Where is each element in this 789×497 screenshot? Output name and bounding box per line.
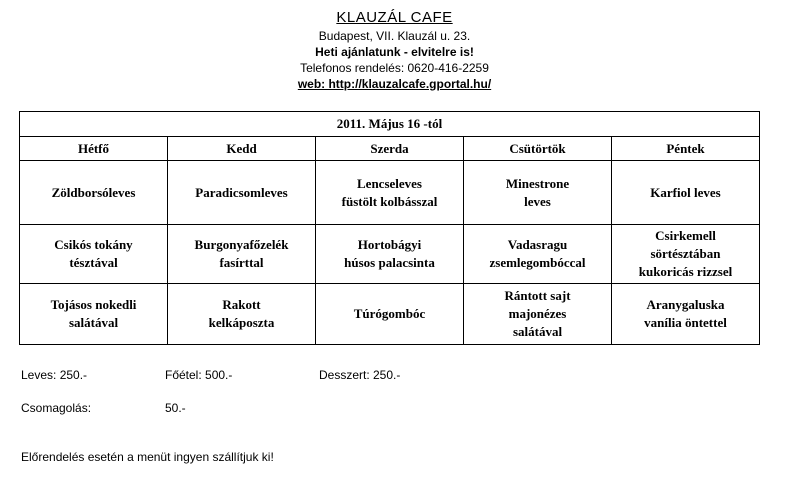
dish-line: Lencseleves (357, 175, 422, 191)
cafe-address: Budapest, VII. Klauzál u. 23. (318, 29, 471, 43)
menu-cell (168, 225, 316, 284)
dish-line: Túrógombóc (353, 306, 426, 321)
menu-cell (464, 161, 612, 225)
dish-line: húsos palacsinta (344, 255, 435, 270)
dish-line: kukoricás rizzsel (638, 264, 733, 279)
packaging-label: Csomagolás: (21, 401, 92, 415)
price-soup: Leves: 250.- (21, 368, 88, 382)
day-header: Kedd (168, 137, 316, 161)
dish-line: Burgonyafőzelék (194, 237, 289, 252)
phone-order: Telefonos rendelés: 0620-416-2259 (300, 61, 489, 75)
dish-line: Vadasragu (507, 237, 568, 252)
delivery-notice: Előrendelés esetén a menüt ingyen szállítjuk ki! (21, 450, 274, 464)
price-main: Főétel: 500.- (165, 368, 233, 382)
menu-cell (464, 225, 612, 284)
dish-line: kelkáposzta (208, 315, 275, 330)
menu-date-row (20, 112, 760, 137)
dish-line: Tojásos nokedli (50, 297, 137, 312)
price-dessert: Desszert: 250.- (319, 368, 401, 382)
dish-line: Hortobágyi (357, 237, 422, 252)
weekly-offer: Heti ajánlatunk - elvitelre is! (315, 45, 474, 59)
menu-row (20, 225, 760, 284)
menu-cell (20, 284, 168, 345)
dish-line: salátával (68, 315, 119, 330)
dish-line: salátával (512, 324, 563, 339)
cafe-header (0, 8, 789, 92)
dish-line: leves (524, 193, 551, 209)
menu-cell (612, 284, 760, 345)
day-header: Szerda (316, 137, 464, 161)
dish-line: Csirkemell (655, 228, 716, 243)
packaging-price: 50.- (165, 401, 186, 415)
website-link[interactable]: web: http://klauzalcafe.gportal.hu/ (297, 77, 492, 91)
menu-cell (168, 284, 316, 345)
menu-cell (612, 161, 760, 225)
weekday-header-row (20, 137, 760, 161)
day-header: Hétfő (20, 137, 168, 161)
dish-line: vanília öntettel (644, 315, 727, 330)
menu-cell (20, 161, 168, 225)
dish-line: zsemlegombóccal (489, 255, 586, 270)
weekly-menu-table (19, 111, 760, 345)
dish-line: majonézes (508, 306, 567, 321)
day-header: Csütörtök (464, 137, 612, 161)
dish-line: Rakott (222, 297, 261, 312)
dish-line: Aranygaluska (646, 297, 725, 312)
dish-line: Paradicsomleves (195, 184, 288, 200)
day-header: Péntek (612, 137, 760, 161)
menu-cell (20, 225, 168, 284)
dish-line: Rántott sajt (504, 288, 571, 303)
dish-line: sörtésztában (650, 246, 721, 261)
menu-row (20, 284, 760, 345)
menu-cell (316, 225, 464, 284)
menu-row (20, 161, 760, 225)
dish-line: Minestrone (505, 175, 570, 191)
dish-line: Karfiol leves (650, 184, 721, 200)
cafe-title: KLAUZÁL CAFE (336, 9, 453, 26)
dish-line: tésztával (69, 255, 118, 270)
menu-cell (612, 225, 760, 284)
menu-cell (316, 161, 464, 225)
menu-cell (464, 284, 612, 345)
dish-line: fasírttal (219, 255, 264, 270)
dish-line: Zöldborsóleves (51, 184, 136, 200)
menu-date: 2011. Május 16 -tól (20, 112, 760, 137)
dish-line: füstölt kolbásszal (341, 193, 438, 209)
menu-cell (316, 284, 464, 345)
menu-cell (168, 161, 316, 225)
dish-line: Csikós tokány (54, 237, 133, 252)
